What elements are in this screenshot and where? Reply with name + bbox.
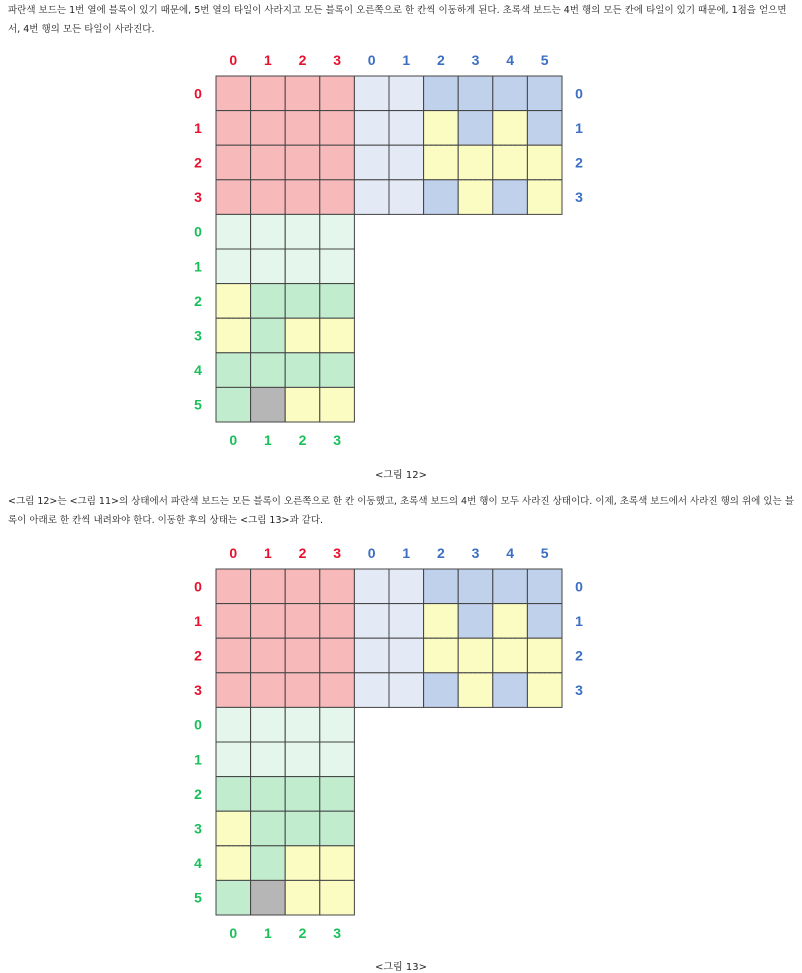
green-board-cell	[251, 284, 286, 319]
blue-board-cell	[424, 180, 459, 215]
blue-row-label: 1	[575, 119, 583, 136]
green-board-cell	[285, 846, 320, 881]
red-board-cell	[320, 111, 355, 146]
green-board-cell	[320, 249, 355, 284]
red-board-cell	[251, 604, 286, 639]
blue-board-cell	[424, 638, 459, 673]
blue-board-cell	[389, 111, 424, 146]
green-board-cell	[216, 777, 251, 812]
red-column-label: 2	[298, 545, 307, 561]
green-board-cell	[216, 742, 251, 777]
blue-board-cell	[424, 76, 459, 111]
red-board-cell	[320, 569, 355, 604]
red-board-cell	[216, 638, 251, 673]
blue-board-cell	[458, 569, 493, 604]
blue-row-label: 3	[575, 682, 583, 699]
blue-column-label: 3	[471, 52, 480, 68]
blue-board-cell	[493, 145, 528, 180]
red-row-label: 3	[194, 682, 202, 699]
red-column-label: 1	[264, 52, 272, 68]
red-board-cell	[285, 673, 320, 708]
red-row-label: 0	[194, 578, 202, 595]
green-board-cell	[251, 387, 286, 422]
green-row-label: 3	[194, 327, 202, 344]
green-row-label: 3	[194, 820, 202, 837]
red-board-cell	[251, 145, 286, 180]
blue-board-cell	[389, 145, 424, 180]
red-board-cell	[251, 180, 286, 215]
blue-board-cell	[458, 111, 493, 146]
green-column-label: 3	[333, 432, 341, 448]
red-board-cell	[216, 111, 251, 146]
blue-row-label: 1	[575, 612, 583, 629]
green-board-cell	[320, 214, 355, 249]
green-column-label: 3	[333, 925, 341, 941]
green-row-label: 0	[194, 223, 202, 240]
red-column-label: 2	[298, 52, 307, 68]
green-board-cell	[320, 318, 355, 353]
green-board-cell	[285, 387, 320, 422]
green-board-cell	[251, 707, 286, 742]
red-column-label: 0	[229, 52, 238, 68]
red-board-cell	[285, 180, 320, 215]
blue-board-cell	[389, 180, 424, 215]
blue-board-cell	[389, 604, 424, 639]
green-board-cell	[216, 318, 251, 353]
blue-board-cell	[458, 76, 493, 111]
blue-board-cell	[527, 111, 562, 146]
green-board-cell	[320, 707, 355, 742]
red-board-cell	[320, 604, 355, 639]
red-board-cell	[320, 638, 355, 673]
red-row-label: 2	[194, 154, 202, 171]
red-board-cell	[216, 76, 251, 111]
blue-column-label: 0	[367, 545, 376, 561]
red-row-label: 1	[194, 119, 202, 136]
blue-board-cell	[458, 638, 493, 673]
blue-board-cell	[424, 569, 459, 604]
green-row-label: 2	[194, 292, 202, 309]
green-board-cell	[320, 846, 355, 881]
green-row-label: 5	[194, 889, 202, 906]
blue-row-label: 0	[575, 85, 583, 102]
blue-board-cell	[458, 604, 493, 639]
green-board-cell	[216, 880, 251, 915]
blue-column-label: 5	[540, 52, 549, 68]
green-row-label: 1	[194, 258, 202, 275]
blue-row-label: 2	[575, 154, 583, 171]
blue-board-cell	[354, 180, 389, 215]
green-board-cell	[251, 249, 286, 284]
green-board-cell	[285, 707, 320, 742]
red-board-cell	[216, 180, 251, 215]
blue-column-label: 1	[402, 52, 411, 68]
green-board-cell	[216, 284, 251, 319]
green-board-cell	[320, 742, 355, 777]
red-board-cell	[216, 145, 251, 180]
green-board-cell	[285, 742, 320, 777]
figure-12	[0, 0, 802, 460]
blue-board-cell	[527, 638, 562, 673]
paragraph-1: 파란색 보드는 1번 열에 블록이 있기 때문에, 5번 열의 타일이 사라지고 모든 블록이 오른쪽으로 한 칸씩 이동하게 된다. 초록색 보드는 4번 행의 모든 칸에 타일이 있기 때문에, 1점을 얻으면서, 4번 행의 모든 타일이 사라진다.	[8, 5, 787, 35]
red-board-cell	[251, 673, 286, 708]
blue-column-label: 1	[402, 545, 411, 561]
red-board-cell	[285, 604, 320, 639]
blue-column-label: 2	[437, 52, 445, 68]
blue-board-cell	[354, 604, 389, 639]
red-board-cell	[320, 180, 355, 215]
green-board-cell	[320, 811, 355, 846]
red-board-cell	[320, 145, 355, 180]
blue-board-cell	[458, 145, 493, 180]
blue-board-cell	[354, 145, 389, 180]
red-board-cell	[251, 638, 286, 673]
green-board-cell	[216, 353, 251, 388]
blue-board-cell	[354, 569, 389, 604]
green-row-label: 0	[194, 716, 202, 733]
red-column-label: 3	[333, 545, 341, 561]
blue-row-label: 0	[575, 578, 583, 595]
blue-board-cell	[493, 76, 528, 111]
red-column-label: 0	[229, 545, 238, 561]
green-board-cell	[320, 387, 355, 422]
blue-row-label: 3	[575, 189, 583, 206]
green-board-cell	[320, 284, 355, 319]
blue-column-label: 3	[471, 545, 480, 561]
green-board-cell	[320, 880, 355, 915]
green-board-cell	[251, 318, 286, 353]
blue-board-cell	[354, 76, 389, 111]
blue-board-cell	[424, 145, 459, 180]
blue-board-cell	[493, 673, 528, 708]
red-row-label: 0	[194, 85, 202, 102]
red-board-cell	[251, 569, 286, 604]
green-row-label: 4	[194, 855, 202, 872]
green-row-label: 2	[194, 785, 202, 802]
red-board-cell	[251, 111, 286, 146]
green-board-cell	[251, 214, 286, 249]
blue-board-cell	[389, 569, 424, 604]
blue-board-cell	[354, 638, 389, 673]
blue-board-cell	[527, 76, 562, 111]
red-board-cell	[216, 673, 251, 708]
red-board-cell	[320, 673, 355, 708]
blue-board-cell	[354, 111, 389, 146]
green-board-cell	[285, 880, 320, 915]
red-board-cell	[285, 111, 320, 146]
blue-column-label: 2	[437, 545, 445, 561]
blue-board-cell	[527, 673, 562, 708]
green-board-cell	[216, 214, 251, 249]
blue-column-label: 4	[506, 52, 514, 68]
blue-board-cell	[527, 569, 562, 604]
green-board-cell	[216, 249, 251, 284]
figure-13	[0, 493, 802, 953]
blue-board-cell	[527, 180, 562, 215]
green-board-cell	[285, 777, 320, 812]
green-board-cell	[216, 846, 251, 881]
blue-board-cell	[354, 673, 389, 708]
green-column-label: 1	[264, 925, 272, 941]
green-column-label: 1	[264, 432, 272, 448]
green-column-label: 0	[229, 432, 238, 448]
blue-board-cell	[493, 604, 528, 639]
green-board-cell	[216, 811, 251, 846]
blue-board-cell	[493, 111, 528, 146]
blue-board-cell	[389, 673, 424, 708]
red-column-label: 3	[333, 52, 341, 68]
green-board-cell	[285, 284, 320, 319]
blue-column-label: 4	[506, 545, 514, 561]
red-board-cell	[285, 569, 320, 604]
blue-board-cell	[527, 604, 562, 639]
green-board-cell	[251, 846, 286, 881]
red-board-cell	[285, 638, 320, 673]
green-column-label: 2	[298, 925, 307, 941]
paragraph-2: <그림 12>는 <그림 11>의 상태에서 파란색 보드는 모든 블록이 오른쪽으로 한 칸 이동했고, 초록색 보드의 4번 행이 모두 사라진 상태이다. 이제, 초록색 보드에서 사라진 행의 위에 있는 블록이 아래로 한 칸씩 내려와야 한다. 이동한 후의 상태는 <그림 13>과 같다.	[8, 496, 794, 526]
blue-board-cell	[458, 180, 493, 215]
red-board-cell	[216, 604, 251, 639]
green-board-cell	[285, 811, 320, 846]
green-row-label: 5	[194, 396, 202, 413]
red-board-cell	[285, 145, 320, 180]
blue-row-label: 2	[575, 647, 583, 664]
blue-board-cell	[493, 569, 528, 604]
green-board-cell	[320, 353, 355, 388]
green-board-cell	[285, 214, 320, 249]
green-board-cell	[285, 353, 320, 388]
green-board-cell	[251, 880, 286, 915]
green-board-cell	[251, 811, 286, 846]
blue-board-cell	[424, 673, 459, 708]
red-row-label: 3	[194, 189, 202, 206]
caption-figure-12: <그림 12>	[375, 470, 427, 481]
caption-figure-13: <그림 13>	[375, 962, 427, 973]
blue-board-cell	[389, 76, 424, 111]
red-board-cell	[216, 569, 251, 604]
green-board-cell	[216, 707, 251, 742]
green-board-cell	[216, 387, 251, 422]
red-column-label: 1	[264, 545, 272, 561]
blue-board-cell	[424, 111, 459, 146]
green-board-cell	[251, 777, 286, 812]
green-column-label: 0	[229, 925, 238, 941]
green-board-cell	[285, 318, 320, 353]
red-board-cell	[251, 76, 286, 111]
blue-board-cell	[424, 604, 459, 639]
green-column-label: 2	[298, 432, 307, 448]
green-row-label: 4	[194, 362, 202, 379]
blue-board-cell	[527, 145, 562, 180]
green-board-cell	[320, 777, 355, 812]
green-board-cell	[251, 742, 286, 777]
red-row-label: 1	[194, 612, 202, 629]
blue-board-cell	[493, 180, 528, 215]
blue-column-label: 5	[540, 545, 549, 561]
blue-board-cell	[389, 638, 424, 673]
red-board-cell	[320, 76, 355, 111]
green-board-cell	[285, 249, 320, 284]
red-board-cell	[285, 76, 320, 111]
green-board-cell	[251, 353, 286, 388]
blue-column-label: 0	[367, 52, 376, 68]
blue-board-cell	[458, 673, 493, 708]
red-row-label: 2	[194, 647, 202, 664]
green-row-label: 1	[194, 751, 202, 768]
blue-board-cell	[493, 638, 528, 673]
